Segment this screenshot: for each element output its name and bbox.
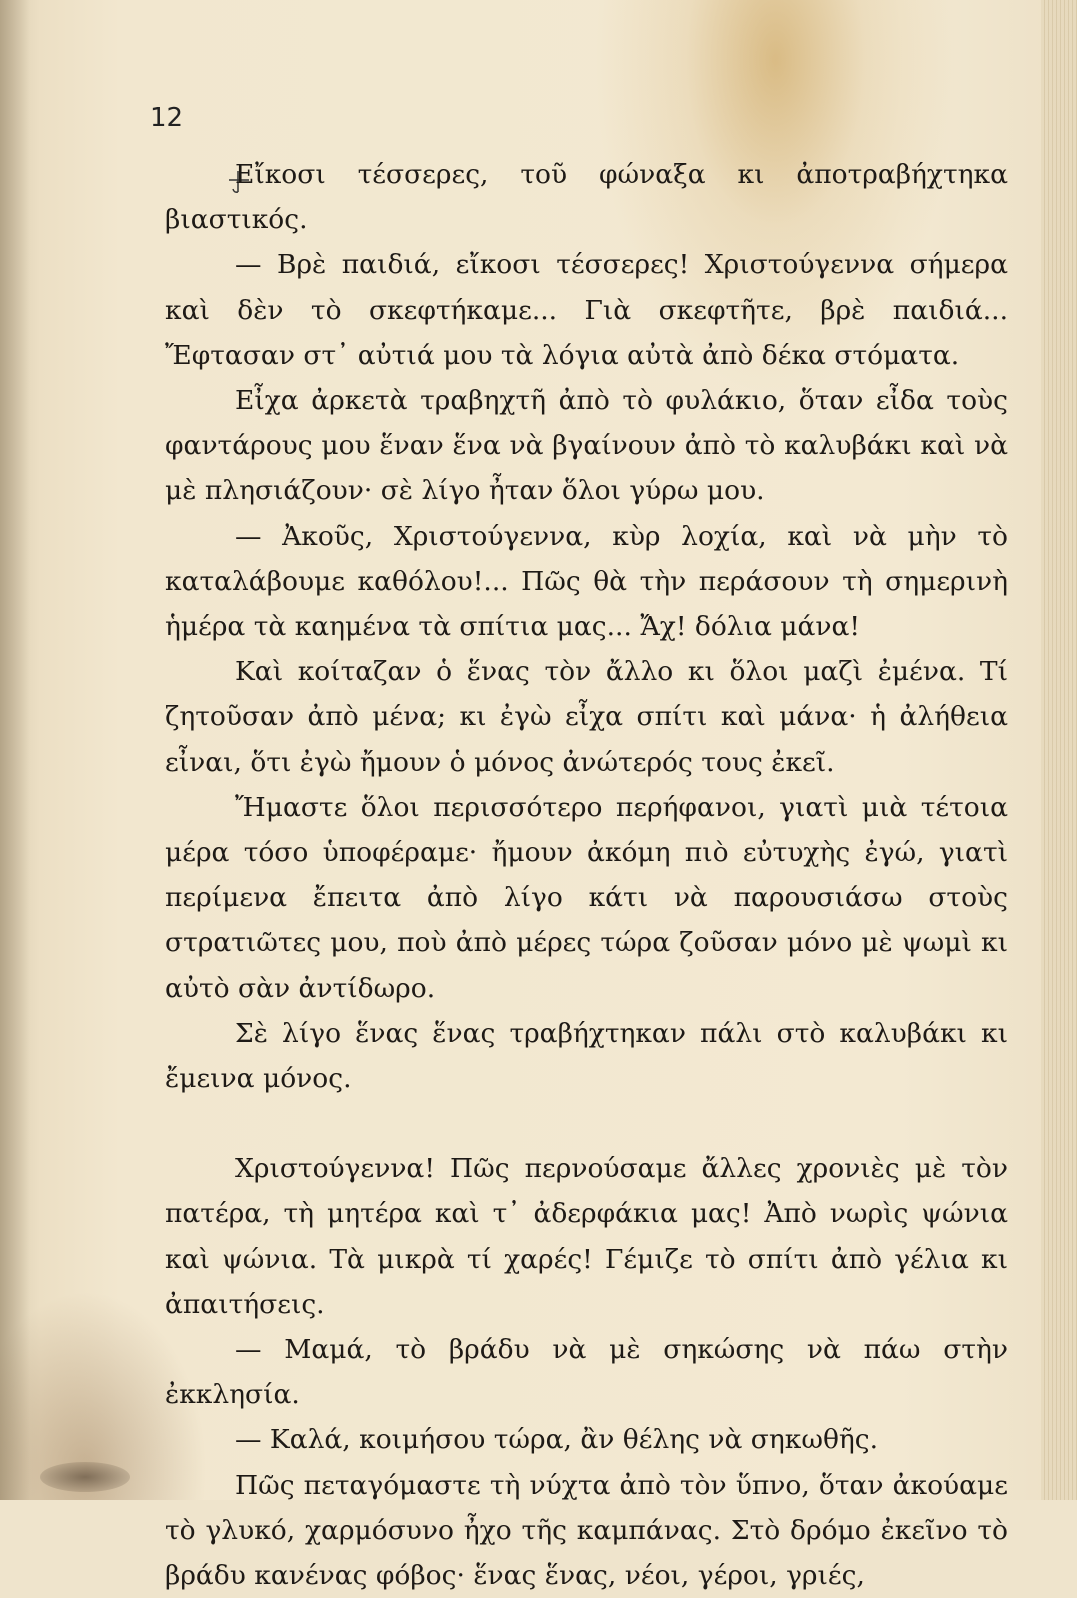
- page-edges: [1041, 0, 1077, 1500]
- paragraph: Εἴκοσι τέσσερες, τοῦ φώναξα κι ἀποτραβήχτηκα βιαστικός.: [165, 159, 1008, 236]
- binding-shadow: [0, 0, 30, 1500]
- body-text: [165, 152, 1008, 1598]
- paragraph: Σὲ λίγο ἕνας ἕνας τραβήχτηκαν πάλι στὸ καλυβάκι κι ἔμεινα μόνος.: [165, 1017, 1008, 1095]
- paragraph: Εἶχα ἀρκετὰ τραβηχτῆ ἀπὸ τὸ φυλάκιο, ὅταν εἶδα τοὺς φαντάρους μου ἕναν ἕνα νὰ βγαίνουν ἀπὸ τὸ καλυβάκι καὶ νὰ μὲ πλησιάζουν· σὲ λίγο ἦταν ὅλοι γύρω μου.: [165, 385, 1008, 507]
- paragraph: Χριστούγεννα! Πῶς περνούσαμε ἄλλες χρονιὲς μὲ τὸν πατέρα, τὴ μητέρα καὶ τ᾽ ἀδερφάκια μας! Ἀπὸ νωρὶς ψώνια καὶ ψώνια. Τὰ μικρὰ τί χαρές! Γέμιζε τὸ σπίτι ἀπὸ γέλια κι ἀπαιτήσεις.: [165, 1153, 1008, 1320]
- paragraph: Πῶς πεταγόμαστε τὴ νύχτα ἀπὸ τὸν ὕπνο, ὅταν ἀκούαμε τὸ γλυκό, χαρμόσυνο ἦχο τῆς καμπάνας. Στὸ δρόμο ἐκεῖνο τὸ βράδυ κανένας φόβος· ἕνας ἕνας, νέοι, γέροι, γριές,: [165, 1469, 1008, 1592]
- paragraph: — Μαμά, τὸ βράδυ νὰ μὲ σηκώσης νὰ πάω στὴν ἐκκλησία.: [165, 1334, 1008, 1411]
- page-stain: [40, 1462, 130, 1492]
- paragraph: — Ἀκοῦς, Χριστούγεννα, κὺρ λοχία, καὶ νὰ μὴν τὸ καταλάβουμε καθόλου!... Πῶς θὰ τὴν περάσουν τὴ σημερινὴ ἡμέρα τὰ καημένα τὰ σπίτια μας... Ἄχ! δόλια μάνα!: [165, 520, 1008, 643]
- paragraph: — Βρὲ παιδιά, εἴκοσι τέσσερες! Χριστούγεννα σήμερα καὶ δὲν τὸ σκεφτήκαμε... Γιὰ σκεφτῆτε, βρὲ παιδιά... Ἔφτασαν στ᾽ αὐτιά μου τὰ λόγια αὐτὰ ἀπὸ δέκα στόματα.: [165, 249, 1008, 371]
- paragraph: Καὶ κοίταζαν ὁ ἕνας τὸν ἄλλο κι ὅλοι μαζὶ ἐμένα. Τί ζητοῦσαν ἀπὸ μένα; κι ἐγὼ εἶχα σπίτι καὶ μάνα· ἡ ἀλήθεια εἶναι, ὅτι ἐγὼ ἤμουν ὁ μόνος ἀνώτερός τους ἐκεῖ.: [165, 656, 1008, 778]
- page-number: 12: [150, 103, 184, 133]
- paragraph: Ἤμαστε ὅλοι περισσότερο περήφανοι, γιατὶ μιὰ τέτοια μέρα τόσο ὑποφέραμε· ἤμουν ἀκόμη πιὸ εὐτυχὴς ἐγώ, γιατὶ περίμενα ἔπειτα ἀπὸ λίγο κάτι νὰ παρουσιάσω στοὺς στρατιῶτες μου, ποὺ ἀπὸ μέρες τώρα ζοῦσαν μόνο μὲ ψωμὶ κι αὐτὸ σὰν ἀντίδωρο.: [165, 791, 1008, 1004]
- paragraph: — Καλά, κοιμήσου τώρα, ἂν θέλης νὰ σηκωθῆς.: [235, 1424, 879, 1456]
